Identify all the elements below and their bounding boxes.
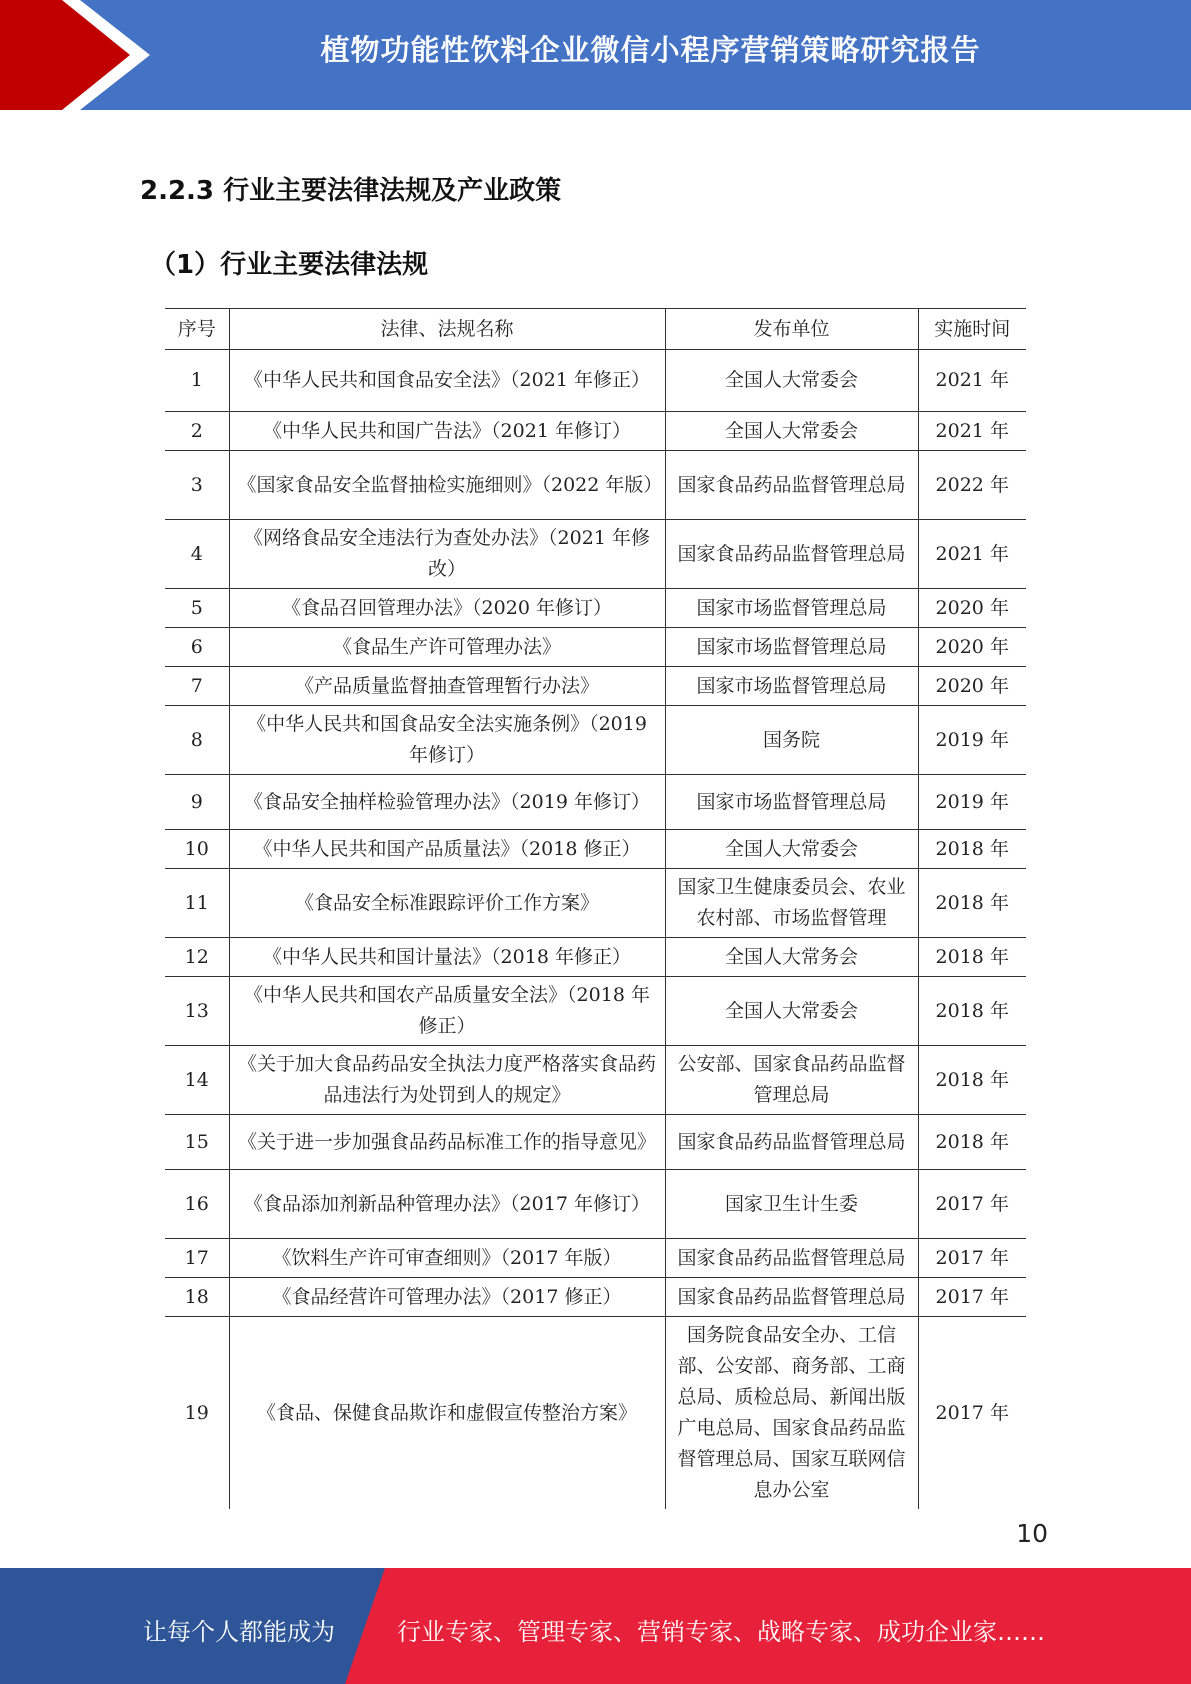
- table-body: [165, 350, 1026, 1510]
- header-no: 序号: [165, 309, 229, 350]
- issuer-cell: 国家食品药品监督管理总局: [665, 1115, 918, 1170]
- table-row: [165, 1278, 1026, 1317]
- table-row: [165, 667, 1026, 706]
- law-name-cell: 《关于进一步加强食品药品标准工作的指导意见》: [229, 1115, 665, 1170]
- issuer-cell: 全国人大常委会: [665, 350, 918, 412]
- law-name-cell: 《食品添加剂新品种管理办法》（2017 年修订）: [229, 1170, 665, 1239]
- law-name-cell: 《关于加大食品药品安全执法力度严格落实食品药品违法行为处罚到人的规定》: [229, 1046, 665, 1115]
- table-row: [165, 830, 1026, 869]
- row-number-cell: 10: [165, 830, 229, 869]
- table-row: [165, 350, 1026, 412]
- issuer-cell: 国家市场监督管理总局: [665, 628, 918, 667]
- effective-date-cell: 2021 年: [918, 520, 1026, 589]
- table-row: [165, 977, 1026, 1046]
- row-number-cell: 16: [165, 1170, 229, 1239]
- row-number-cell: 13: [165, 977, 229, 1046]
- header-name: 法律、法规名称: [229, 309, 665, 350]
- section-heading: 2.2.3 行业主要法律法规及产业政策: [140, 176, 562, 206]
- table-row: [165, 520, 1026, 589]
- issuer-cell: 国务院食品安全办、工信部、公安部、商务部、工商总局、质检总局、新闻出版广电总局、国家食品药品监督管理总局、国家互联网信息办公室: [665, 1317, 918, 1510]
- table-row: [165, 451, 1026, 520]
- row-number-cell: 9: [165, 775, 229, 830]
- issuer-cell: 国家食品药品监督管理总局: [665, 451, 918, 520]
- effective-date-cell: 2018 年: [918, 869, 1026, 938]
- table-row: [165, 1115, 1026, 1170]
- table-header-row: [165, 309, 1026, 350]
- table-row: [165, 628, 1026, 667]
- row-number-cell: 19: [165, 1317, 229, 1510]
- table-row: [165, 412, 1026, 451]
- effective-date-cell: 2019 年: [918, 775, 1026, 830]
- effective-date-cell: 2018 年: [918, 1046, 1026, 1115]
- issuer-cell: 全国人大常委会: [665, 830, 918, 869]
- effective-date-cell: 2021 年: [918, 350, 1026, 412]
- row-number-cell: 7: [165, 667, 229, 706]
- law-name-cell: 《中华人民共和国食品安全法实施条例》（2019 年修订）: [229, 706, 665, 775]
- row-number-cell: 1: [165, 350, 229, 412]
- issuer-cell: 全国人大常委会: [665, 412, 918, 451]
- law-name-cell: 《中华人民共和国广告法》（2021 年修订）: [229, 412, 665, 451]
- law-name-cell: 《网络食品安全违法行为查处办法》（2021 年修改）: [229, 520, 665, 589]
- row-number-cell: 4: [165, 520, 229, 589]
- row-number-cell: 12: [165, 938, 229, 977]
- laws-table: [165, 308, 1026, 1509]
- issuer-cell: 公安部、国家食品药品监督管理总局: [665, 1046, 918, 1115]
- table-row: [165, 706, 1026, 775]
- table-row: [165, 1170, 1026, 1239]
- effective-date-cell: 2017 年: [918, 1317, 1026, 1510]
- footer-banner: [0, 1568, 1191, 1684]
- table-row: [165, 589, 1026, 628]
- footer-slogan-left: 让每个人都能成为: [143, 1618, 335, 1646]
- header-date: 实施时间: [918, 309, 1026, 350]
- effective-date-cell: 2017 年: [918, 1239, 1026, 1278]
- row-number-cell: 14: [165, 1046, 229, 1115]
- law-name-cell: 《中华人民共和国食品安全法》（2021 年修正）: [229, 350, 665, 412]
- row-number-cell: 6: [165, 628, 229, 667]
- row-number-cell: 2: [165, 412, 229, 451]
- effective-date-cell: 2022 年: [918, 451, 1026, 520]
- effective-date-cell: 2018 年: [918, 938, 1026, 977]
- law-name-cell: 《中华人民共和国计量法》（2018 年修正）: [229, 938, 665, 977]
- issuer-cell: 全国人大常委会: [665, 977, 918, 1046]
- effective-date-cell: 2018 年: [918, 830, 1026, 869]
- header-banner: [0, 0, 1191, 110]
- row-number-cell: 11: [165, 869, 229, 938]
- header-issuer: 发布单位: [665, 309, 918, 350]
- effective-date-cell: 2017 年: [918, 1170, 1026, 1239]
- table-row: [165, 1239, 1026, 1278]
- law-name-cell: 《食品安全标准跟踪评价工作方案》: [229, 869, 665, 938]
- row-number-cell: 17: [165, 1239, 229, 1278]
- effective-date-cell: 2021 年: [918, 412, 1026, 451]
- law-name-cell: 《中华人民共和国农产品质量安全法》（2018 年修正）: [229, 977, 665, 1046]
- issuer-cell: 国家食品药品监督管理总局: [665, 1239, 918, 1278]
- issuer-cell: 国家卫生计生委: [665, 1170, 918, 1239]
- row-number-cell: 3: [165, 451, 229, 520]
- law-name-cell: 《食品、保健食品欺诈和虚假宣传整治方案》: [229, 1317, 665, 1510]
- effective-date-cell: 2017 年: [918, 1278, 1026, 1317]
- report-title: 植物功能性饮料企业微信小程序营销策略研究报告: [320, 33, 981, 67]
- effective-date-cell: 2020 年: [918, 628, 1026, 667]
- effective-date-cell: 2019 年: [918, 706, 1026, 775]
- row-number-cell: 8: [165, 706, 229, 775]
- issuer-cell: 国家市场监督管理总局: [665, 775, 918, 830]
- row-number-cell: 18: [165, 1278, 229, 1317]
- law-name-cell: 《饮料生产许可审查细则》（2017 年版）: [229, 1239, 665, 1278]
- chevron-decoration-icon: [0, 0, 150, 110]
- effective-date-cell: 2020 年: [918, 667, 1026, 706]
- law-name-cell: 《产品质量监督抽查管理暂行办法》: [229, 667, 665, 706]
- issuer-cell: 国家食品药品监督管理总局: [665, 520, 918, 589]
- issuer-cell: 国家市场监督管理总局: [665, 667, 918, 706]
- footer-slogan-right: 行业专家、管理专家、营销专家、战略专家、成功企业家……: [397, 1618, 1045, 1646]
- law-name-cell: 《国家食品安全监督抽检实施细则》（2022 年版）: [229, 451, 665, 520]
- page-number: 10: [1016, 1519, 1048, 1548]
- row-number-cell: 15: [165, 1115, 229, 1170]
- table-row: [165, 869, 1026, 938]
- table-row: [165, 1317, 1026, 1510]
- table-row: [165, 775, 1026, 830]
- effective-date-cell: 2020 年: [918, 589, 1026, 628]
- effective-date-cell: 2018 年: [918, 1115, 1026, 1170]
- issuer-cell: 国家市场监督管理总局: [665, 589, 918, 628]
- law-name-cell: 《食品生产许可管理办法》: [229, 628, 665, 667]
- subsection-heading: （1）行业主要法律法规: [150, 250, 429, 280]
- issuer-cell: 全国人大常务会: [665, 938, 918, 977]
- law-name-cell: 《食品召回管理办法》（2020 年修订）: [229, 589, 665, 628]
- effective-date-cell: 2018 年: [918, 977, 1026, 1046]
- law-name-cell: 《中华人民共和国产品质量法》（2018 修正）: [229, 830, 665, 869]
- law-name-cell: 《食品经营许可管理办法》（2017 修正）: [229, 1278, 665, 1317]
- issuer-cell: 国家卫生健康委员会、农业农村部、市场监督管理: [665, 869, 918, 938]
- issuer-cell: 国务院: [665, 706, 918, 775]
- table-row: [165, 1046, 1026, 1115]
- row-number-cell: 5: [165, 589, 229, 628]
- table-row: [165, 938, 1026, 977]
- law-name-cell: 《食品安全抽样检验管理办法》（2019 年修订）: [229, 775, 665, 830]
- issuer-cell: 国家食品药品监督管理总局: [665, 1278, 918, 1317]
